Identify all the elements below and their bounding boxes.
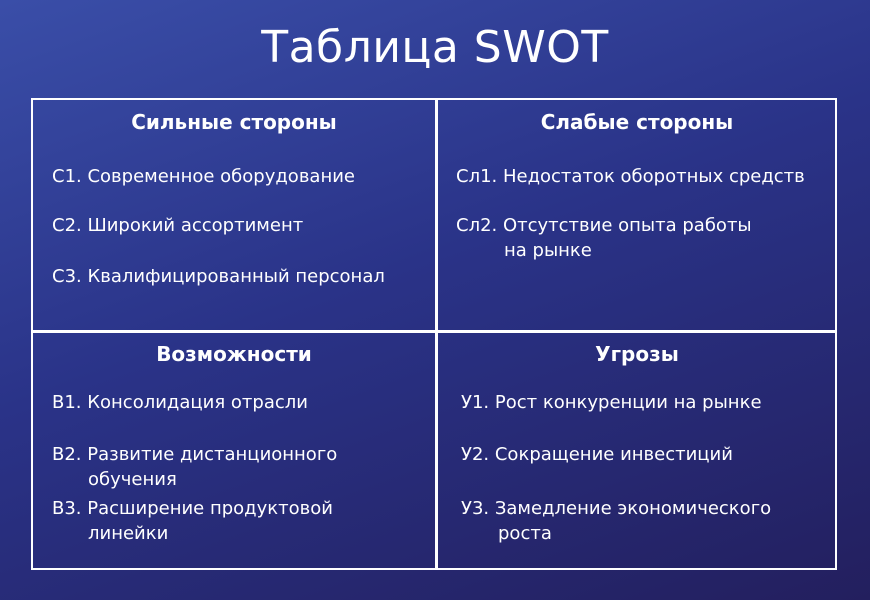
swot-table xyxy=(31,98,837,570)
list-item xyxy=(52,390,308,415)
list-item xyxy=(52,442,337,492)
list-item xyxy=(52,164,355,189)
item-text: С3. Квалифицированный персонал xyxy=(52,266,385,287)
item-text: У2. Сокращение инвестиций xyxy=(461,444,733,465)
list-item xyxy=(461,496,771,546)
quadrant-heading-strengths: Сильные стороны xyxy=(131,110,337,134)
item-text: С2. Широкий ассортимент xyxy=(52,215,304,236)
item-text-continuation: роста xyxy=(498,523,552,544)
item-text: В1. Консолидация отрасли xyxy=(52,392,308,413)
quadrant-heading-weaknesses: Слабые стороны xyxy=(540,110,734,134)
item-text: В3. Расширение продуктовой xyxy=(52,498,333,519)
list-item xyxy=(52,213,303,238)
page-title: Таблица SWOT xyxy=(261,22,609,73)
item-text: У1. Рост конкуренции на рынке xyxy=(461,392,762,413)
item-text: С1. Современное оборудование xyxy=(52,166,355,187)
list-item xyxy=(461,390,762,415)
item-text: У3. Замедление экономического xyxy=(461,498,772,519)
item-text-continuation: линейки xyxy=(88,523,169,544)
list-item xyxy=(52,264,385,289)
quadrant-heading-threats: Угрозы xyxy=(595,342,679,366)
item-text: Сл1. Недостаток оборотных средств xyxy=(456,166,805,187)
list-item xyxy=(52,496,333,546)
quadrant-threats xyxy=(437,332,837,570)
quadrant-heading-opportunities: Возможности xyxy=(156,342,312,366)
quadrant-opportunities xyxy=(33,332,435,570)
quadrant-strengths xyxy=(33,100,435,330)
item-text: В2. Развитие дистанционного xyxy=(52,444,338,465)
list-item xyxy=(461,442,733,467)
item-text-continuation: на рынке xyxy=(504,240,592,261)
list-item xyxy=(456,164,805,189)
list-item xyxy=(456,213,752,263)
quadrant-weaknesses xyxy=(437,100,837,330)
item-text: Сл2. Отсутствие опыта работы xyxy=(456,215,752,236)
item-text-continuation: обучения xyxy=(88,469,177,490)
